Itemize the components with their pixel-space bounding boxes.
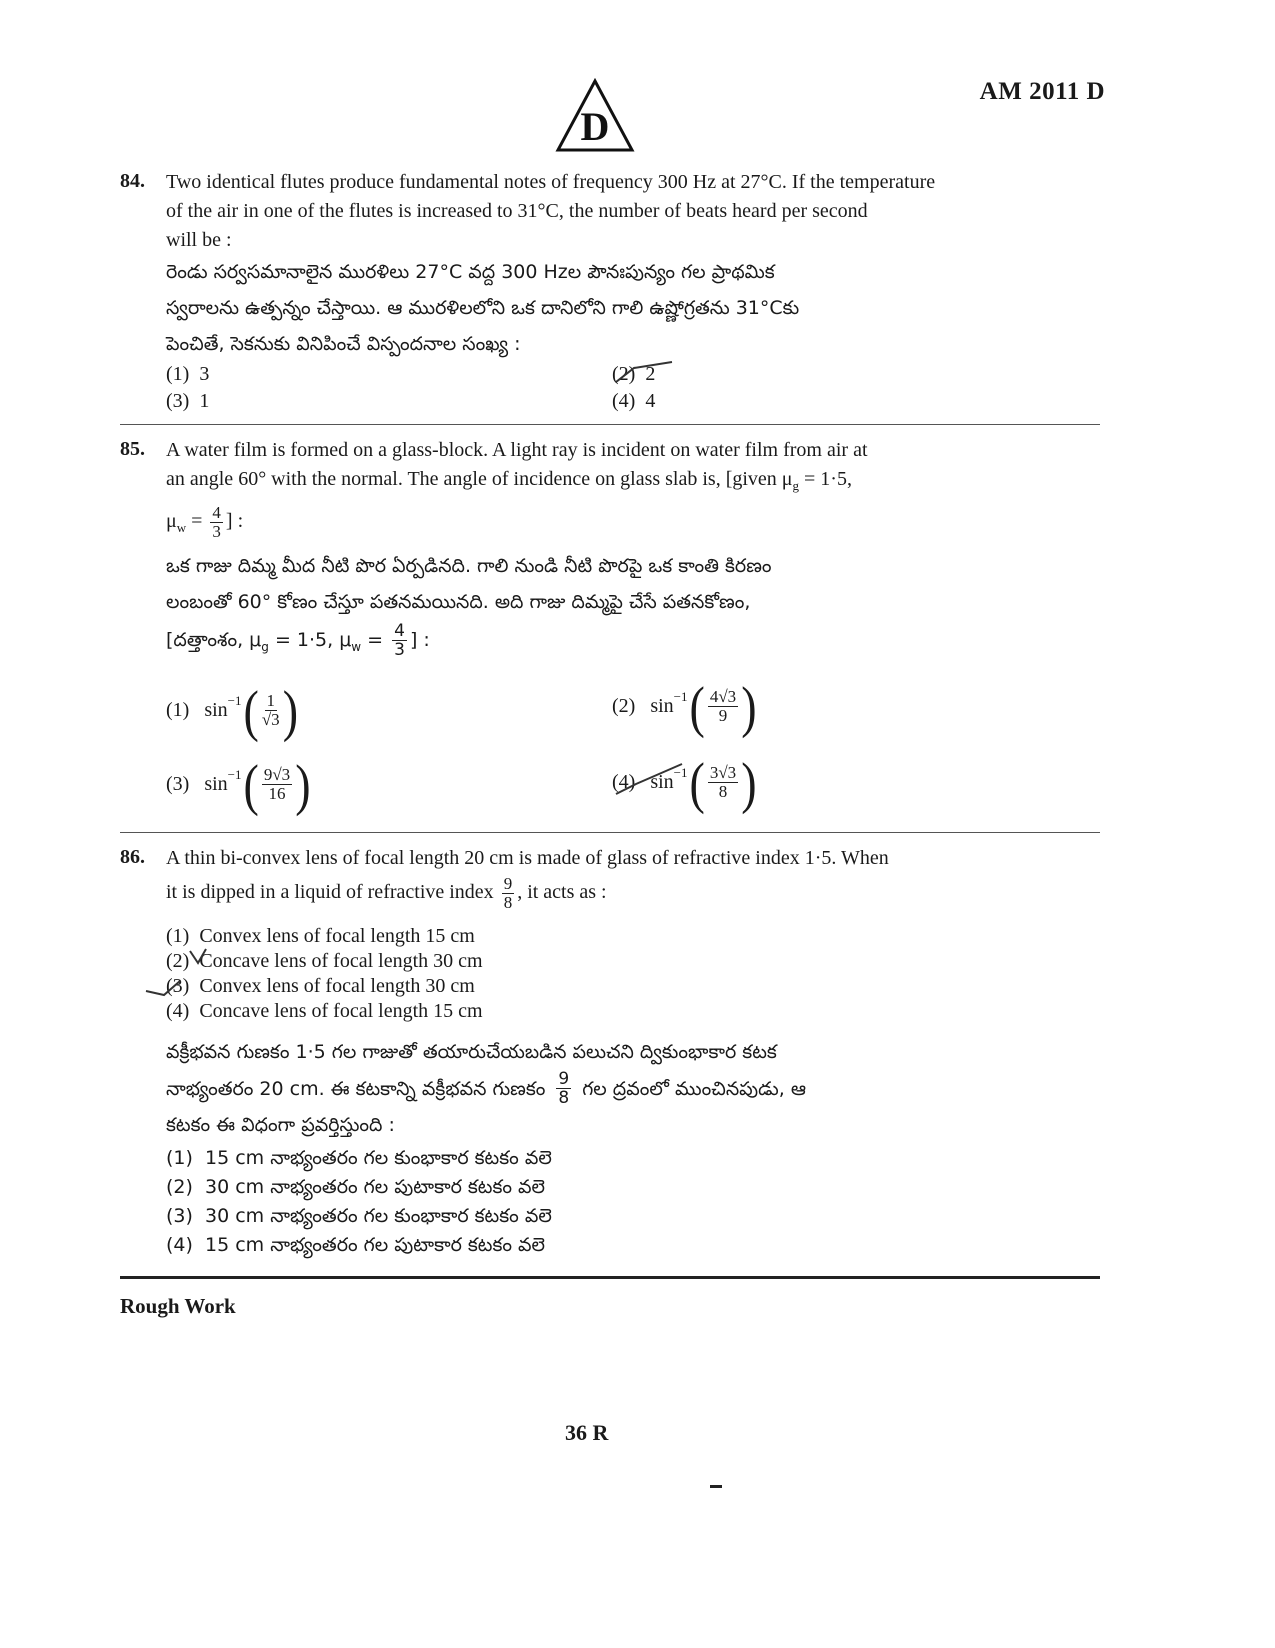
fraction [708,764,738,801]
option-text: 4 [645,390,656,412]
fraction-denominator: 16 [268,784,286,803]
option-text: 30 cm నాభ్యంతరం గల కుంభాకార కటకం వలె [205,1205,552,1227]
question-84-telugu [166,254,1058,362]
option-label: (1) [166,925,190,947]
q86-options-english [166,924,483,1024]
dash-mark [710,1485,722,1488]
subscript: w [351,639,362,654]
fraction-numerator: 9 [558,1069,570,1089]
fraction [556,1070,571,1107]
q86-option-1 [166,924,483,949]
q86-te-option-3 [166,1202,552,1231]
q84-en-line3: will be : [166,229,232,251]
q85-en-line2 [166,465,1058,500]
q85-te-line1: ఒక గాజు దిమ్మ మీద నీటి పొర ఏర్పడినది. గాలి నుండి నీటి పొరపై ఒక కాంతి కిరణం [166,555,772,577]
option-text: 3 [199,363,210,385]
option-label: (3) [166,390,190,412]
q86-option-4 [166,999,483,1024]
fraction-numerator: 9 [503,874,513,893]
fraction [210,504,223,541]
option-label: (3) [166,975,190,997]
tick-mark-icon [140,945,210,1000]
sin-text: sin [650,771,674,793]
question-84-english [166,168,1058,255]
q86-te-line2a: నాభ్యంతరం 20 cm. ఈ కటకాన్ని వక్రీభవన గుణకం [166,1077,546,1100]
question-86-english [166,844,1058,912]
fraction-denominator: 9 [718,706,728,725]
option-text: 15 cm నాభ్యంతరం గల పుటాకార కటకం వలె [205,1234,546,1256]
q86-te-line3: కటకం ఈ విధంగా ప్రవర్తిస్తుంది : [166,1114,395,1136]
equals: = [186,510,208,533]
superscript: −1 [673,764,688,780]
q85-te-line3 [166,622,1058,665]
option-label: (1) [166,699,190,721]
option-label: (4) [612,390,636,412]
q85-en-line2b: = 1·5, [799,468,852,490]
fraction-numerator: 9√3 [263,765,291,784]
superscript: −1 [673,688,688,704]
question-85-telugu [166,548,1058,665]
q84-en-line1: Two identical flutes produce fundamental notes of frequency 300 Hz at 27°C. If the temperature [166,171,936,193]
q86-te-line1: వక్రీభవన గుణకం 1·5 గల గాజుతో తయారుచేయబడిన పలుచని ద్వికుంభాకార కటక [166,1041,777,1063]
q86-te-line2 [166,1070,1058,1107]
booklet-triangle-icon [555,78,635,153]
fraction-denominator: 3 [212,522,221,541]
fraction [708,688,738,725]
q85-en-line1: A water film is formed on a glass-block. A light ray is incident on water film from air at [166,439,868,461]
sin-text: sin [204,699,228,721]
booklet-letter: D [580,104,610,149]
option-label: (4) [166,1234,193,1256]
fraction-denominator: 3 [394,640,405,660]
q86-en-line1: A thin bi-convex lens of focal length 20 cm is made of glass of refractive index 1·5. When [166,847,889,869]
q85-option-4: (4) sin −1 ( $\frac{3√3}{8}$ ) [612,750,757,815]
q86-te-line2b: గల ద్రవంలో ముంచినపుడు, ఆ [582,1077,806,1100]
q84-option-1 [166,363,209,386]
question-85-english [166,436,1058,542]
question-number-86: 86. [120,846,145,868]
question-86-telugu [166,1034,1058,1143]
fraction [392,622,407,659]
q86-te-option-2 [166,1173,552,1202]
option-label: (4) [166,1000,190,1022]
q84-te-line2: స్వరాలను ఉత్పన్నం చేస్తాయి. ఆ మురళిలలోని ఒక దానిలోని గాలి ఉష్ణోగ్రతను 31°Cకు [166,297,800,319]
question-number-84: 84. [120,170,145,192]
option-label: (4) [612,771,636,793]
option-text: Convex lens of focal length 30 cm [199,975,475,997]
fraction-numerator: 4√3 [709,687,737,706]
q86-en-line2 [166,875,1058,912]
option-text: Concave lens of focal length 30 cm [199,950,483,972]
q84-option-3 [166,390,209,413]
question-number-85: 85. [120,438,145,460]
q85-option-3: (3) sin −1 ( $\frac{9√3}{16}$ ) [166,752,311,817]
q85-option-1: (1) sin −1 ( $\frac{1}{√3}$ ) [166,678,299,743]
fraction-numerator: 4 [212,503,221,522]
option-text: 2 [645,363,656,385]
paper-code: AM 2011 D [979,78,1105,105]
fraction-numerator: 3√3 [709,763,737,782]
option-label: (3) [166,773,190,795]
option-label: (3) [166,1205,193,1227]
superscript: −1 [227,766,242,782]
option-label: (1) [166,363,190,385]
bracket-close: ] : [225,510,244,533]
fraction-numerator: 1 [266,691,276,710]
q86-en-line2b: , it acts as : [517,881,607,904]
q86-te-option-4 [166,1231,552,1260]
bracket-close: ] : [409,629,430,651]
superscript: −1 [227,692,242,708]
q85-te-line3a: [దత్తాంశం, μ [166,629,262,651]
fraction-denominator: √3 [261,710,280,729]
fraction [502,875,515,912]
option-text: Convex lens of focal length 15 cm [199,925,475,947]
option-text: 15 cm నాభ్యంతరం గల కుంభాకార కటకం వలె [205,1147,552,1169]
tick-mark-icon [612,358,682,388]
fraction [262,766,292,803]
option-label: (2) [612,363,636,385]
divider [120,424,1100,425]
fraction [262,692,280,729]
q85-en-line2a: an angle 60° with the normal. The angle of incidence on glass slab is, [given μ [166,468,793,490]
subscript: w [176,520,187,536]
option-label: (2) [612,695,636,717]
equals: = [361,629,390,651]
mu-symbol: μ [166,510,177,533]
q84-option-4 [612,390,655,413]
option-label: (2) [166,950,190,972]
page-number: 36 R [565,1420,609,1445]
subscript: g [792,478,800,493]
divider [120,832,1100,833]
q86-option-3 [166,974,483,999]
q85-te-line2: లంబంతో 60° కోణం చేస్తూ పతనమయినది. అది గాజు దిమ్మపై చేసే పతనకోణం, [166,591,751,613]
q84-en-line2: of the air in one of the flutes is increased to 31°C, the number of beats heard per second [166,200,868,222]
option-text: 1 [199,390,210,412]
q86-en-line2a: it is dipped in a liquid of refractive index [166,881,494,904]
option-label: (1) [166,1147,193,1169]
q85-option-2: (2) sin −1 ( $\frac{4√3}{9}$ ) [612,674,757,739]
q86-option-2 [166,949,483,974]
q85-te-line3b: = 1·5, μ [268,629,352,651]
fraction-denominator: 8 [558,1088,570,1108]
q84-te-line1: రెండు సర్వసమానాలైన మురళిలు 27°C వద్ద 300 Hzల పౌనఃపున్యం గల ప్రాథమిక [166,261,775,283]
q85-en-line3 [166,504,1058,542]
q86-te-option-1 [166,1144,552,1173]
fraction-denominator: 8 [503,893,513,912]
rough-work-label: Rough Work [120,1294,236,1318]
sin-text: sin [204,773,228,795]
sin-text: sin [650,695,674,717]
subscript: g [261,639,269,654]
q84-te-line3: పెంచితే, సెకనుకు వినిపించే విస్పందనాల సంఖ్య : [166,333,521,355]
q86-options-telugu [166,1144,552,1260]
option-text: 30 cm నాభ్యంతరం గల పుటాకార కటకం వలె [205,1176,546,1198]
option-text: Concave lens of focal length 15 cm [199,1000,483,1022]
divider [120,1276,1100,1279]
option-label: (2) [166,1176,193,1198]
fraction-denominator: 8 [718,782,728,801]
fraction-numerator: 4 [394,621,405,641]
tick-mark-icon [612,760,692,800]
